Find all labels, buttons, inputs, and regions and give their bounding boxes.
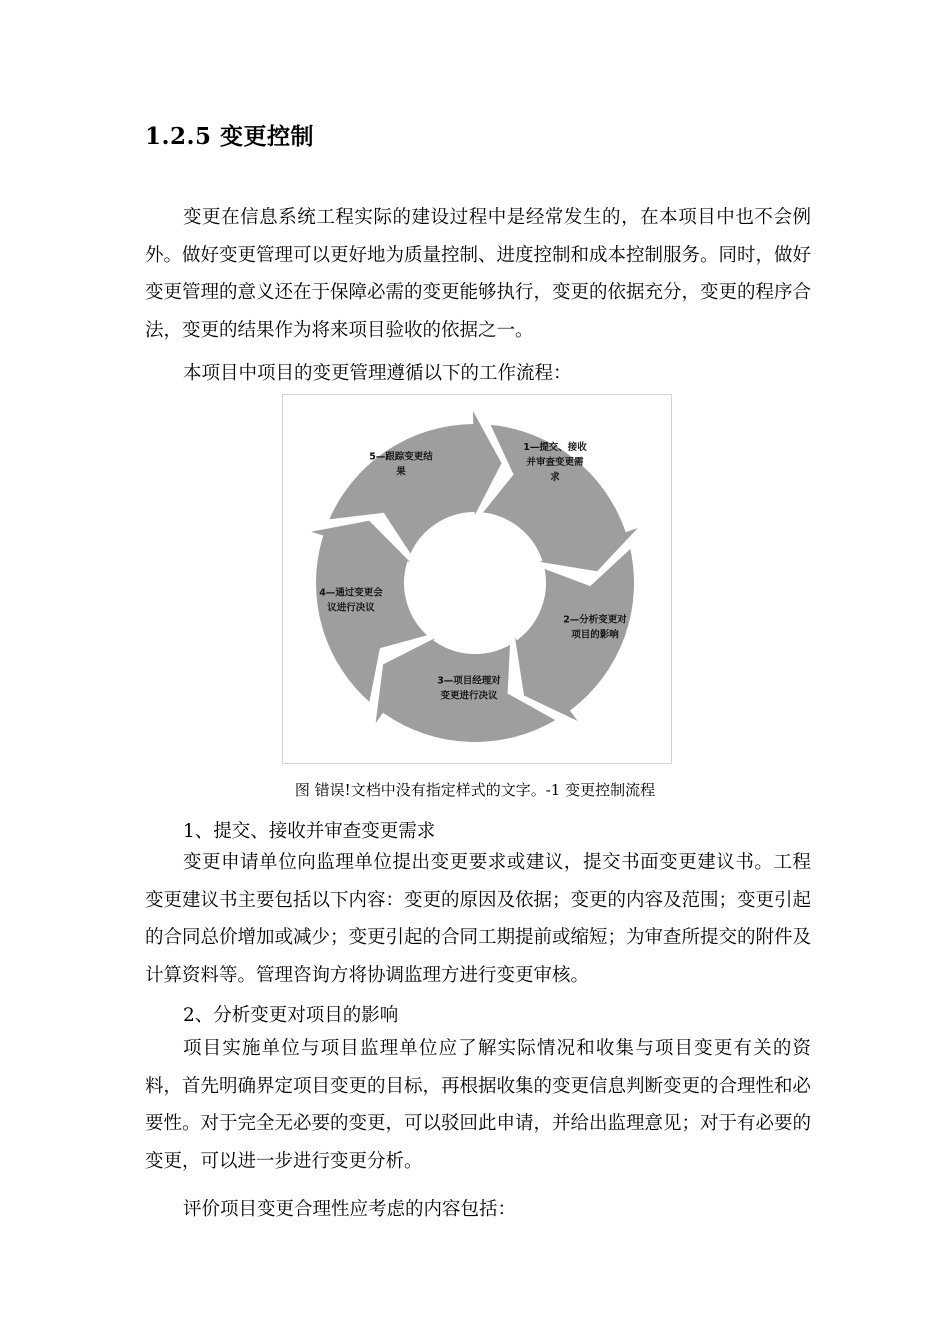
cycle-label-3-line-1: 3—项目经理对 bbox=[437, 675, 501, 687]
cycle-label-1-line-2: 并审查变更需 bbox=[526, 457, 584, 468]
cycle-label-4-line-2: 议进行决议 bbox=[327, 602, 375, 614]
cycle-label-2-line-2: 项目的影响 bbox=[571, 629, 619, 641]
step2-title: 2、分析变更对项目的影响 bbox=[183, 1005, 399, 1026]
section-heading: 1.2.5 变更控制 bbox=[145, 123, 315, 150]
cycle-label-2-line-1: 2—分析变更对 bbox=[563, 614, 627, 626]
step1-paragraph: 变更申请单位向监理单位提出变更要求或建议，提交书面变更建议书。工程变更建议书主要包括以下内容：变更的原因及依据；变更的内容及范围；变更引起的合同总价增加或减少；变更引起的合同工期提前或缩短；为审查所提交的附件及计算资料等。管理咨询方将协调监理方进行变更审核。 bbox=[145, 852, 812, 986]
step1-title: 1、提交、接收并审查变更需求 bbox=[183, 821, 436, 842]
cycle-label-3-line-2: 变更进行决议 bbox=[440, 690, 498, 702]
flow-intro: 本项目中项目的变更管理遵循以下的工作流程： bbox=[183, 363, 572, 384]
cycle-label-1-line-3: 求 bbox=[550, 472, 560, 483]
cycle-label-4-line-1: 4—通过变更会 bbox=[319, 587, 383, 599]
cycle-diagram bbox=[283, 395, 671, 763]
intro-paragraph: 变更在信息系统工程实际的建设过程中是经常发生的，在本项目中也不会例外。做好变更管理可以更好地为质量控制、进度控制和成本控制服务。同时，做好变更管理的意义还在于保障必需的变更能够执行，变更的依据充分，变更的程序合法，变更的结果作为将来项目验收的依据之一。 bbox=[145, 207, 812, 341]
change-control-diagram bbox=[282, 394, 672, 764]
figure-caption: 图 错误!文档中没有指定样式的文字。-1 变更控制流程 bbox=[294, 781, 656, 799]
step2-paragraph: 项目实施单位与项目监理单位应了解实际情况和收集与项目变更有关的资料，首先明确界定项目变更的目标，再根据收集的变更信息判断变更的合理性和必要性。对于完全无必要的变更，可以驳回此申请，并给出监理意见；对于有必要的变更，可以进一步进行变更分析。 bbox=[145, 1038, 812, 1172]
evaluation-intro: 评价项目变更合理性应考虑的内容包括： bbox=[183, 1199, 517, 1220]
cycle-label-5-line-2: 果 bbox=[396, 466, 406, 478]
cycle-label-5-line-1: 5—跟踪变更结 bbox=[369, 451, 433, 463]
cycle-label-1-line-1: 1—提交、接收 bbox=[523, 442, 587, 453]
